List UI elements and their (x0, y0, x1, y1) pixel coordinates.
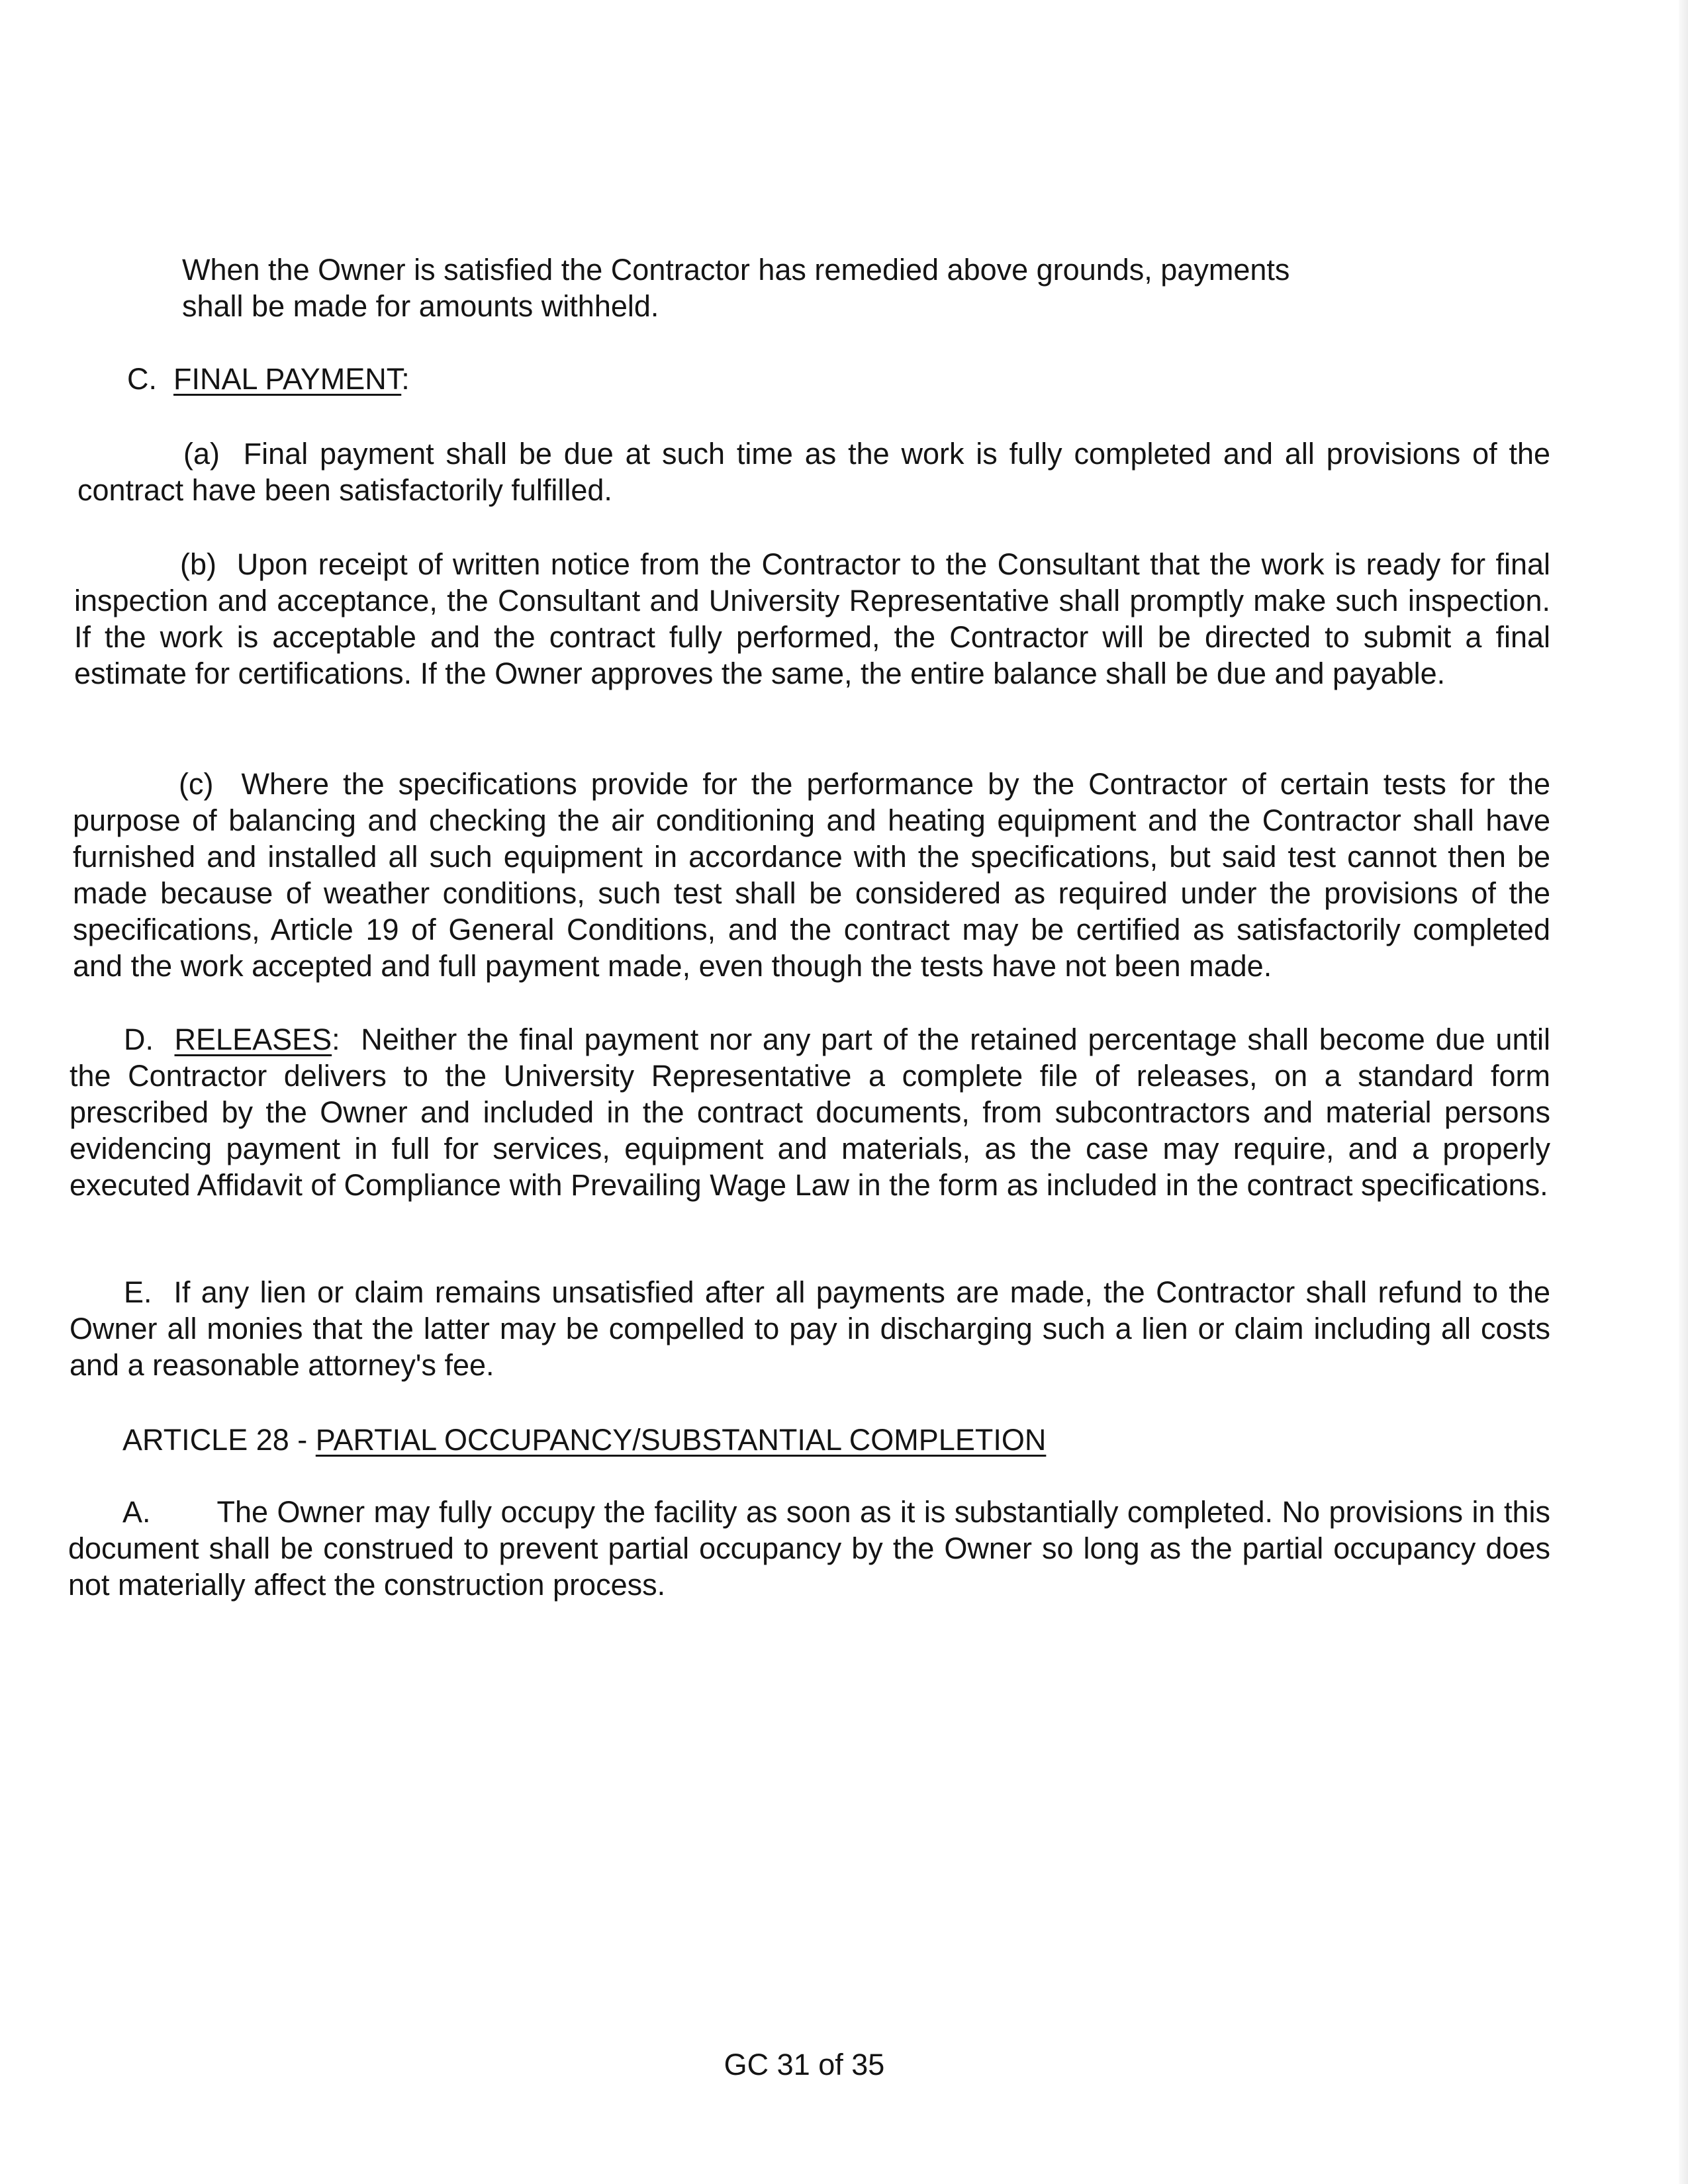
section-d-label: D. (124, 1023, 154, 1056)
paragraph-b (74, 546, 1550, 692)
article-28-a-text: The Owner may fully occupy the facility as soon as it is substantially completed. No provisions in this document shall be construed to prevent partial occupancy by the Owner so long as the partial occupancy does not materially affect the construction process. (68, 1495, 1550, 1602)
section-d (70, 1021, 1550, 1203)
article-28-heading (122, 1422, 1046, 1458)
intro-line-1: When the Owner is satisfied the Contractor has remedied above grounds, payments (182, 253, 1290, 287)
section-e-text: If any lien or claim remains unsatisfied after all payments are made, the Contractor shall refund to the Owner all monies that the latter may be compelled to pay in discharging such a lien or claim including all costs and a reasonable attorney's fee. (70, 1275, 1550, 1382)
section-e (70, 1274, 1550, 1383)
paragraph-b-marker: (b) (180, 547, 216, 581)
section-c-label: C. (127, 362, 157, 396)
paragraph-c-marker: (c) (179, 767, 214, 801)
article-28-title: PARTIAL OCCUPANCY/SUBSTANTIAL COMPLETION (315, 1423, 1047, 1457)
section-c-title: FINAL PAYMENT (173, 362, 402, 396)
paragraph-c (73, 766, 1550, 984)
section-c-heading (127, 361, 410, 397)
page-edge-shadow (1679, 0, 1688, 2184)
section-c-colon: : (401, 362, 410, 396)
paragraph-c-text: Where the specifications provide for the performance by the Contractor of certain tests for the purpose of balancing and checking the air conditioning and heating equipment and the Contractor shall have furnished and installed all such equipment in accordance with the specifications, but said test cannot then be made because of weather conditions, such test shall be considered as required under the provisions of the specifications, Article 19 of General Conditions, and the contract may be certified as satisfactorily completed and the work accepted and full payment made, even though the tests have not been made. (73, 767, 1551, 983)
intro-paragraph (182, 251, 1347, 324)
article-28-paragraph-a (68, 1494, 1550, 1603)
article-28-prefix: ARTICLE 28 - (122, 1423, 308, 1457)
paragraph-b-text: Upon receipt of written notice from the Contractor to the Consultant that the work is ready for final inspection and acceptance, the Consultant and University Representative shall promptly make such inspection. If the work is acceptable and the contract fully performed, the Contractor will be directed to submit a final estimate for certifications. If the Owner approves the same, the entire balance shall be due and payable. (74, 547, 1550, 690)
paragraph-a-text: Final payment shall be due at such time as the work is fully completed and all provisions of the contract have been satisfactorily fulfilled. (77, 437, 1551, 507)
paragraph-a-marker: (a) (183, 437, 220, 471)
section-d-colon: : (332, 1023, 340, 1056)
page-number: GC 31 of 35 (724, 2048, 885, 2081)
section-d-title: RELEASES (174, 1023, 332, 1056)
article-28-a-label: A. (122, 1495, 151, 1529)
intro-line-2: shall be made for amounts withheld. (182, 289, 659, 323)
paragraph-a (77, 435, 1550, 508)
section-e-label: E. (124, 1275, 152, 1309)
section-d-text: Neither the final payment nor any part of the retained percentage shall become due until the Contractor delivers to the University Representative a complete file of releases, on a standard form prescribed by the Owner and included in the contract documents, from subcontractors and material persons evidencing payment in full for services, equipment and materials, as the case may require, and a properly executed Affidavit of Compliance with Prevailing Wage Law in the form as included in the contract specifications. (70, 1023, 1550, 1202)
